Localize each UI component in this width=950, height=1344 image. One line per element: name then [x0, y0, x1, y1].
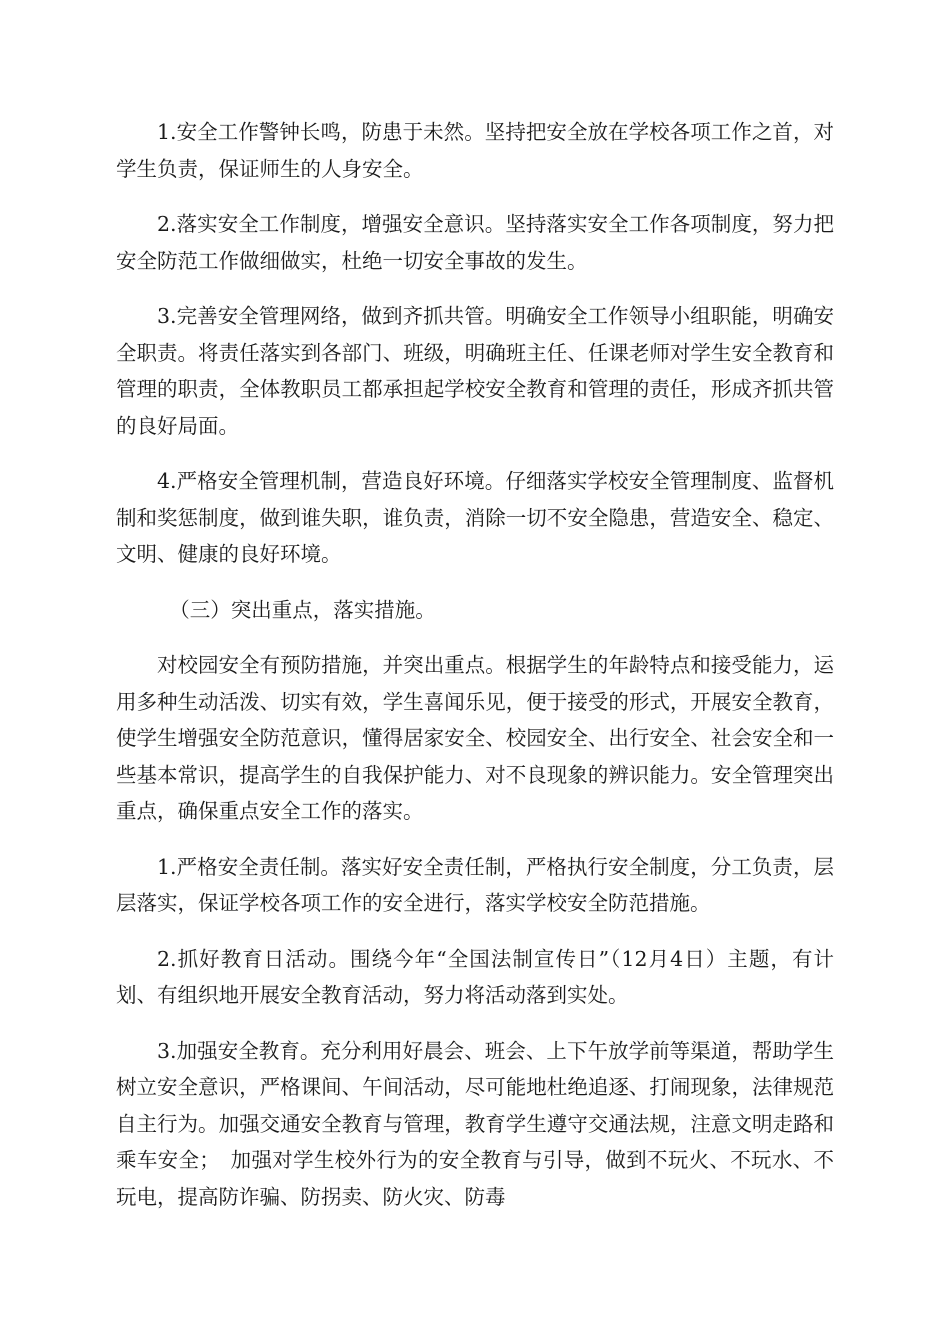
paragraph-safety-system: 2.落实安全工作制度，增强安全意识。坚持落实安全工作各项制度，努力把安全防范工作做细做实，杜绝一切安全事故的发生。 — [116, 212, 834, 273]
document-page — [116, 114, 834, 1234]
paragraph-safety-alarm: 1.安全工作警钟长鸣，防患于未然。坚持把安全放在学校各项工作之首，对学生负责，保证师生的人身安全。 — [116, 120, 834, 181]
paragraph-management-network: 3.完善安全管理网络，做到齐抓共管。明确安全工作领导小组职能，明确安全职责。将责任落实到各部门、班级，明确班主任、任课老师对学生安全教育和管理的职责，全体教职员工都承担起学校安全教育和管理的责任，形成齐抓共管的良好局面。 — [116, 304, 834, 438]
paragraph-responsibility-system: 1.严格安全责任制。落实好安全责任制，严格执行安全制度，分工负责，层层落实，保证学校各项工作的安全进行，落实学校安全防范措施。 — [116, 854, 834, 915]
paragraph-management-mechanism: 4.严格安全管理机制，营造良好环境。仔细落实学校安全管理制度、监督机制和奖惩制度，做到谁失职，谁负责，消除一切不安全隐患，营造安全、稳定、文明、健康的良好环境。 — [116, 469, 834, 566]
paragraph-education-day: 2.抓好教育日活动。围绕今年“全国法制宣传日”（12月4日）主题，有计划、有组织地开展安全教育活动，努力将活动落到实处。 — [116, 946, 834, 1007]
paragraph-campus-prevention: 对校园安全有预防措施，并突出重点。根据学生的年龄特点和接受能力，运用多种生动活泼、切实有效，学生喜闻乐见，便于接受的形式，开展安全教育，使学生增强安全防范意识，懂得居家安全、校园安全、出行安全、社会安全和一些基本常识，提高学生的自我保护能力、对不良现象的辨识能力。安全管理突出重点，确保重点安全工作的落实。 — [116, 653, 834, 823]
paragraph-safety-education: 3.加强安全教育。充分利用好晨会、班会、上下午放学前等渠道，帮助学生树立安全意识，严格课间、午间活动，尽可能地杜绝追逐、打闹现象，法律规范自主行为。加强交通安全教育与管理，教育学生遵守交通法规，注意文明走路和乘车安全； 加强对学生校外行为的安全教育与引导，做到不玩火、不玩水、不玩电，提高防诈骗、防拐卖、防火灾、防毒 — [116, 1038, 834, 1209]
section-heading-key-points: （三）突出重点，落实措施。 — [169, 597, 436, 622]
